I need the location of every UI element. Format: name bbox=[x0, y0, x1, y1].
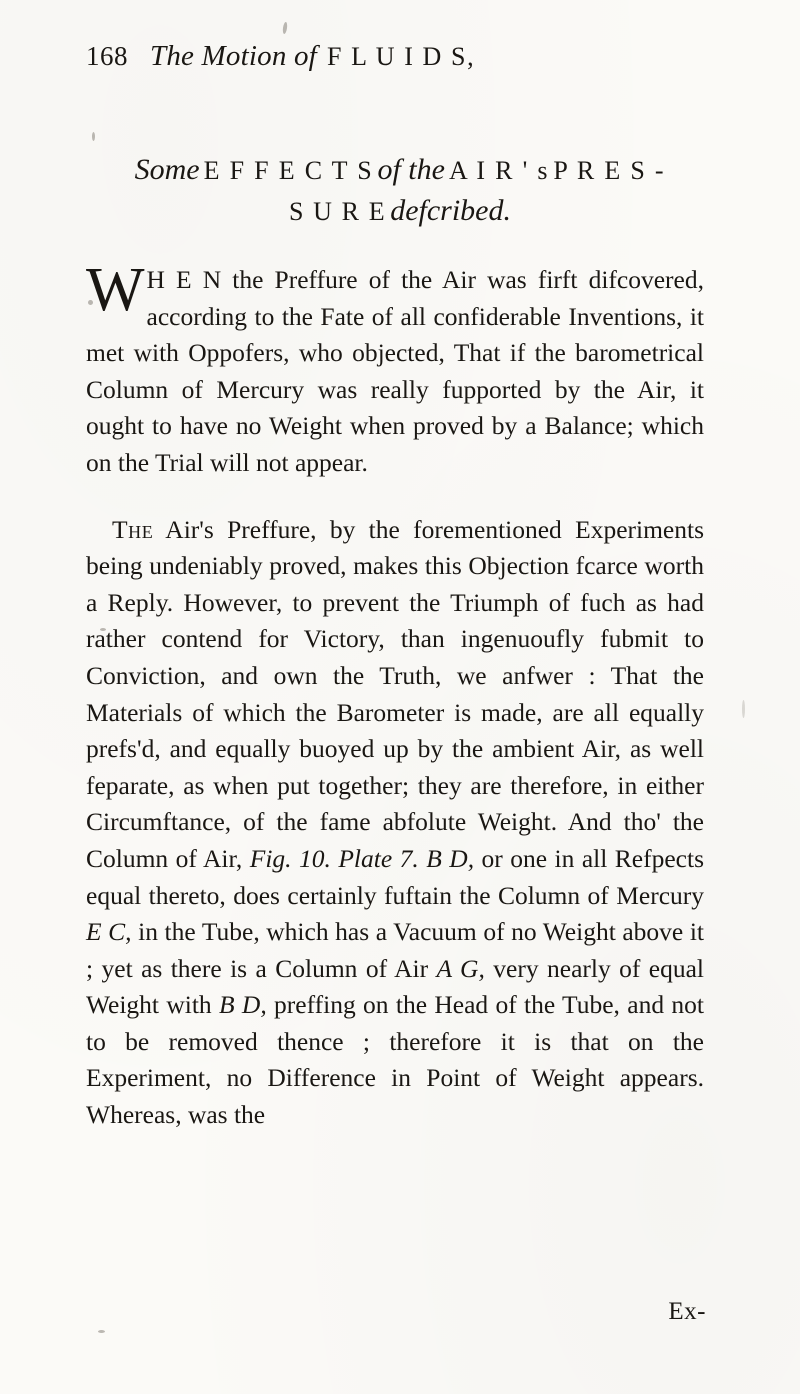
heading-word-ofthe: of the bbox=[377, 153, 445, 186]
letters-ag: A G, bbox=[436, 953, 485, 983]
body-text bbox=[86, 256, 705, 1134]
paragraph-2-text5: preffing on the Head of the Tube, and not to be removed thence ; therefore it is that on the Experiment, no Difference in Point of Weight appears. Whereas, was the bbox=[86, 990, 704, 1130]
running-head-title: The Motion of bbox=[150, 40, 317, 72]
paragraph-1 bbox=[86, 256, 704, 482]
letters-ec: E C, bbox=[86, 917, 132, 947]
page-number: 168 bbox=[86, 41, 128, 71]
paragraph-2-text: Air's Preffure, by the forementioned Experiments being undeniably proved, makes this Objection fcarce worth a Reply. However, to prevent the Triumph of fuch as had rather contend for Victory, than ingenuoufly fubmit to Conviction, and own the Truth, we anfwer : That the Materials of which the Barometer is made, are all equally prefs'd, and equally buoyed up by the ambient Air, as well feparate, as when put together; they are therefore, in either Circumftance, of the fame abfolute Weight. And tho' the Column of Air, bbox=[86, 514, 704, 873]
heading-word-effects: E F F E C T S bbox=[203, 156, 374, 185]
heading-word-airs: A I R ' s bbox=[448, 156, 550, 185]
heading-word-pres: P R E S - bbox=[553, 156, 666, 185]
page-content bbox=[86, 0, 714, 1394]
running-head-subject: F L U I D S, bbox=[326, 42, 476, 71]
paragraph-2-text4: very nearly of equal Weight with bbox=[86, 953, 705, 1020]
drop-cap: W bbox=[86, 256, 143, 324]
figure-reference: Fig. 10. Plate 7. B D, bbox=[249, 843, 475, 873]
heading-word-sure: S U R E bbox=[289, 196, 387, 226]
heading-word-some: Some bbox=[134, 153, 200, 186]
paragraph-1-opening: H E N bbox=[146, 265, 222, 294]
paper-speck bbox=[742, 700, 745, 718]
paragraph-2-text3: in the Tube, which has a Vacuum of no Weight above it ; yet as there is a Column of Air bbox=[86, 917, 704, 983]
paragraph-1-text: the Preffure of the Air was firft difcovered, according to the Fate of all confiderable Inventions, it met with Oppofers, who objected, That if the barometrical Column of Mercury was really fupported by the Air, it ought to have no Weight when proved by a Balance; which on the Trial will not appear. bbox=[86, 265, 704, 477]
running-head bbox=[86, 40, 714, 73]
paragraph-2-smallcaps: The bbox=[112, 514, 154, 544]
paragraph-2-text2: or one in all Refpects equal thereto, does certainly fuftain the Column of Mercury bbox=[86, 843, 705, 910]
paragraph-2 bbox=[86, 512, 704, 1134]
letters-bd: B D, bbox=[219, 990, 267, 1020]
section-heading bbox=[86, 150, 714, 232]
heading-word-described: defcribed. bbox=[390, 193, 511, 227]
catchword: Ex- bbox=[668, 1298, 706, 1325]
